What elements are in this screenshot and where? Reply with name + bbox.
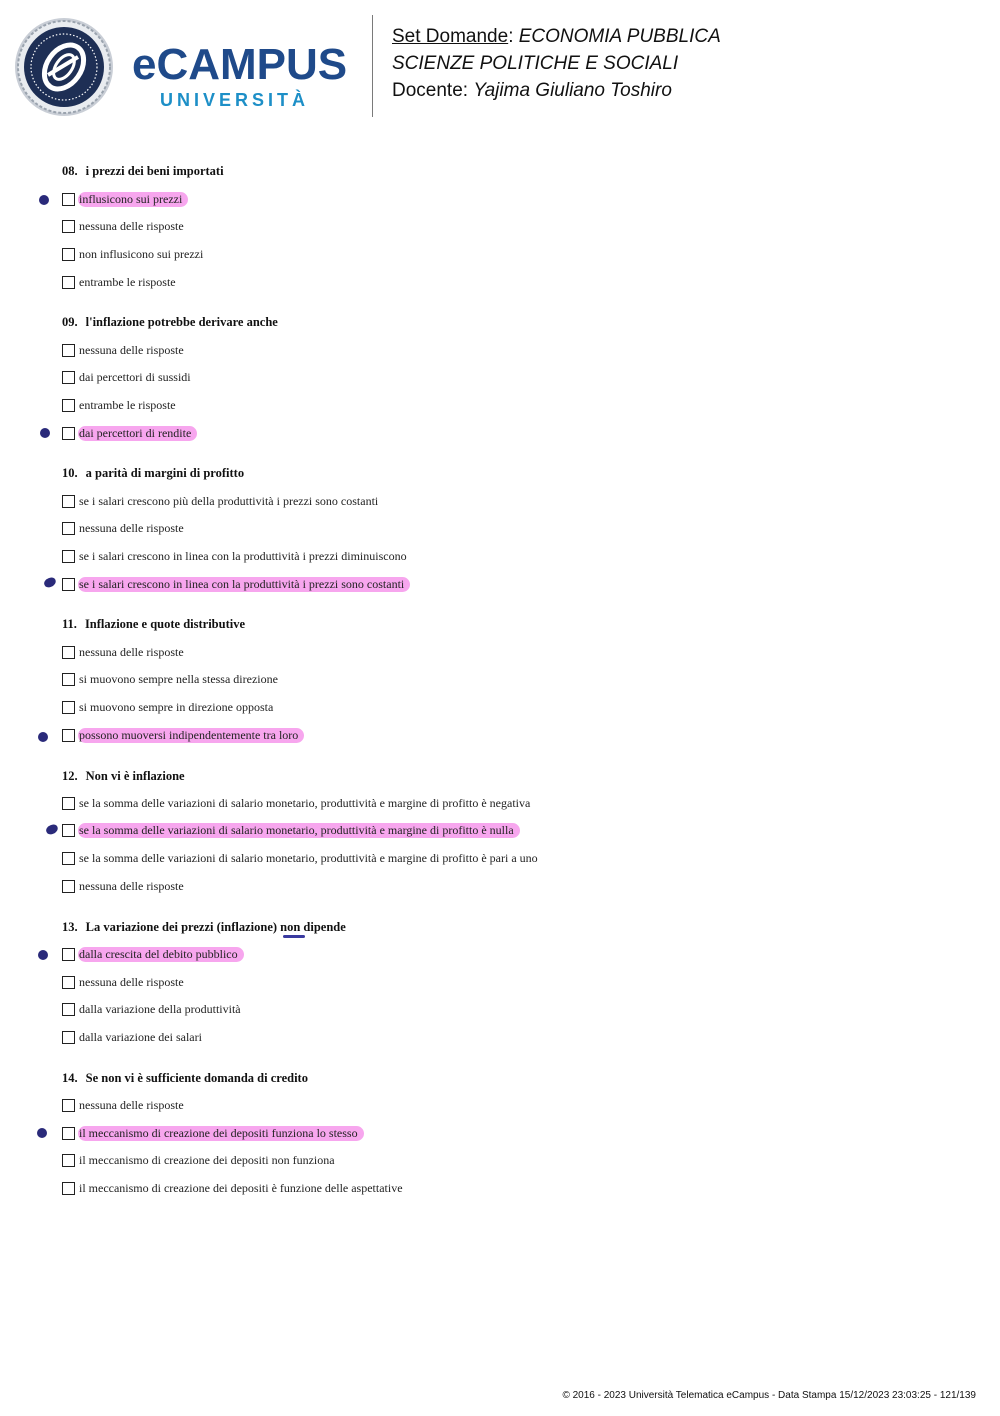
answer-option[interactable] xyxy=(62,369,197,385)
question-title xyxy=(62,1071,308,1086)
answer-text: dai percettori di rendite xyxy=(78,426,197,441)
answer-option[interactable] xyxy=(62,218,190,234)
pen-dot-mark xyxy=(43,576,57,589)
answer-option[interactable] xyxy=(62,699,279,715)
answer-text: se la somma delle variazioni di salario monetario, produttività e margine di profitto è negativa xyxy=(79,795,531,810)
question-text: a parità di margini di profitto xyxy=(85,466,245,480)
set-colon: : xyxy=(508,26,519,47)
question-number: 10. xyxy=(62,466,78,480)
question-text: Inflazione e quote distributive xyxy=(84,617,246,631)
answer-option[interactable] xyxy=(62,246,209,262)
answer-checkbox[interactable] xyxy=(62,976,75,989)
answer-text: nessuna delle risposte xyxy=(79,218,184,233)
teacher-name: Yajima Giuliano Toshiro xyxy=(473,80,672,101)
answer-checkbox[interactable] xyxy=(62,193,75,206)
answer-text: si muovono sempre in direzione opposta xyxy=(79,699,274,714)
answer-checkbox[interactable] xyxy=(62,1154,75,1167)
answer-checkbox[interactable] xyxy=(62,797,75,810)
answer-option[interactable] xyxy=(62,1097,190,1113)
question-text: Se non vi è sufficiente domanda di credito xyxy=(85,1071,308,1085)
teacher-label: Docente xyxy=(392,80,463,101)
answer-checkbox[interactable] xyxy=(62,646,75,659)
answer-text: nessuna delle risposte xyxy=(79,342,184,357)
question-title xyxy=(62,617,245,632)
answer-text: dai percettori di sussidi xyxy=(79,369,191,384)
answer-checkbox[interactable] xyxy=(62,399,75,412)
page-header xyxy=(0,0,1000,130)
answer-option[interactable] xyxy=(62,1125,364,1141)
answer-option[interactable] xyxy=(62,493,384,509)
answer-checkbox[interactable] xyxy=(62,344,75,357)
answer-option[interactable] xyxy=(62,644,190,660)
question-number: 11. xyxy=(62,617,77,631)
answer-option[interactable] xyxy=(62,1001,247,1017)
page-footer: © 2016 - 2023 Università Telematica eCampus - Data Stampa 15/12/2023 23:03:25 - 121/139 xyxy=(562,1390,976,1401)
answer-option[interactable] xyxy=(62,850,544,866)
answer-option[interactable] xyxy=(62,727,304,743)
answer-checkbox[interactable] xyxy=(62,495,75,508)
answer-text: possono muoversi indipendentemente tra loro xyxy=(78,728,304,743)
header-divider xyxy=(372,15,373,117)
answer-checkbox[interactable] xyxy=(62,824,75,837)
question-number: 12. xyxy=(62,769,78,783)
answer-checkbox[interactable] xyxy=(62,578,75,591)
answer-text: se la somma delle variazioni di salario monetario, produttività e margine di profitto è pari a uno xyxy=(79,850,538,865)
set-line xyxy=(392,26,721,48)
answer-checkbox[interactable] xyxy=(62,371,75,384)
answer-checkbox[interactable] xyxy=(62,1099,75,1112)
answer-text: nessuna delle risposte xyxy=(79,1097,184,1112)
answer-option[interactable] xyxy=(62,520,190,536)
answer-checkbox[interactable] xyxy=(62,948,75,961)
answer-checkbox[interactable] xyxy=(62,729,75,742)
answer-text: se la somma delle variazioni di salario monetario, produttività e margine di profitto è nulla xyxy=(78,823,520,838)
answer-option[interactable] xyxy=(62,274,182,290)
pen-underline-mark xyxy=(283,935,305,938)
answer-text: nessuna delle risposte xyxy=(79,878,184,893)
answer-checkbox[interactable] xyxy=(62,1127,75,1140)
answer-checkbox[interactable] xyxy=(62,276,75,289)
answer-text: se i salari crescono in linea con la produttività i prezzi diminuiscono xyxy=(79,548,407,563)
teacher-line xyxy=(392,80,672,102)
question-title xyxy=(62,920,346,935)
answer-option[interactable] xyxy=(62,795,536,811)
answer-text: entrambe le risposte xyxy=(79,397,176,412)
answer-option[interactable] xyxy=(62,576,410,592)
answer-text: dalla variazione dei salari xyxy=(79,1029,202,1044)
ecampus-seal-logo xyxy=(14,17,114,117)
faculty-name: SCIENZE POLITICHE E SOCIALI xyxy=(392,53,679,74)
answer-option[interactable] xyxy=(62,548,413,564)
answer-text: nessuna delle risposte xyxy=(79,974,184,989)
question-title xyxy=(62,466,244,481)
answer-text: si muovono sempre nella stessa direzione xyxy=(79,671,278,686)
pen-dot-mark xyxy=(39,195,49,205)
answer-text: nessuna delle risposte xyxy=(79,520,184,535)
answer-checkbox[interactable] xyxy=(62,880,75,893)
pen-dot-mark xyxy=(37,1128,47,1138)
answer-option[interactable] xyxy=(62,946,244,962)
ecampus-wordmark: eCAMPUS xyxy=(132,40,348,89)
answer-checkbox[interactable] xyxy=(62,852,75,865)
teacher-colon: : xyxy=(462,80,474,101)
answer-text: il meccanismo di creazione dei depositi non funziona xyxy=(79,1152,335,1167)
answer-text: nessuna delle risposte xyxy=(79,644,184,659)
answer-text: dalla variazione della produttività xyxy=(79,1001,241,1016)
answer-checkbox[interactable] xyxy=(62,522,75,535)
answer-option[interactable] xyxy=(62,878,190,894)
answer-checkbox[interactable] xyxy=(62,701,75,714)
answer-text: il meccanismo di creazione dei depositi funziona lo stesso xyxy=(78,1126,364,1141)
question-title xyxy=(62,315,278,330)
question-text: La variazione dei prezzi (inflazione) non dipende xyxy=(85,920,346,934)
answer-option[interactable] xyxy=(62,822,520,838)
answer-checkbox[interactable] xyxy=(62,1003,75,1016)
question-number: 14. xyxy=(62,1071,78,1085)
question-number: 08. xyxy=(62,164,78,178)
question-text: l'inflazione potrebbe derivare anche xyxy=(85,315,278,329)
pen-dot-mark xyxy=(40,428,50,438)
answer-checkbox[interactable] xyxy=(62,1031,75,1044)
course-name: ECONOMIA PUBBLICA xyxy=(518,26,721,47)
question-number: 13. xyxy=(62,920,78,934)
answer-text: se i salari crescono in linea con la produttività i prezzi sono costanti xyxy=(78,577,410,592)
answer-option[interactable] xyxy=(62,425,197,441)
answer-option[interactable] xyxy=(62,671,284,687)
pen-dot-mark xyxy=(38,732,48,742)
question-text: i prezzi dei beni importati xyxy=(85,164,224,178)
answer-option[interactable] xyxy=(62,1152,341,1168)
pen-dot-mark xyxy=(38,950,48,960)
answer-text: influsicono sui prezzi xyxy=(78,192,188,207)
question-title xyxy=(62,164,224,179)
universita-wordmark: UNIVERSITÀ xyxy=(160,90,310,110)
answer-option[interactable] xyxy=(62,191,188,207)
answer-option[interactable] xyxy=(62,974,190,990)
answer-checkbox[interactable] xyxy=(62,427,75,440)
answer-text: non influsicono sui prezzi xyxy=(79,246,204,261)
answer-checkbox[interactable] xyxy=(62,1182,75,1195)
set-label: Set Domande xyxy=(392,26,509,47)
pen-dot-mark xyxy=(45,823,59,836)
answer-text: il meccanismo di creazione dei depositi è funzione delle aspettative xyxy=(79,1180,403,1195)
answer-checkbox[interactable] xyxy=(62,248,75,261)
answer-option[interactable] xyxy=(62,1029,208,1045)
answer-checkbox[interactable] xyxy=(62,220,75,233)
answer-checkbox[interactable] xyxy=(62,673,75,686)
question-title xyxy=(62,769,185,784)
answer-option[interactable] xyxy=(62,342,190,358)
question-number: 09. xyxy=(62,315,78,329)
answer-text: entrambe le risposte xyxy=(79,274,176,289)
answer-text: se i salari crescono più della produttività i prezzi sono costanti xyxy=(79,493,379,508)
answer-option[interactable] xyxy=(62,1180,409,1196)
answer-text: dalla crescita del debito pubblico xyxy=(78,947,244,962)
answer-option[interactable] xyxy=(62,397,182,413)
question-text: Non vi è inflazione xyxy=(85,769,185,783)
answer-checkbox[interactable] xyxy=(62,550,75,563)
